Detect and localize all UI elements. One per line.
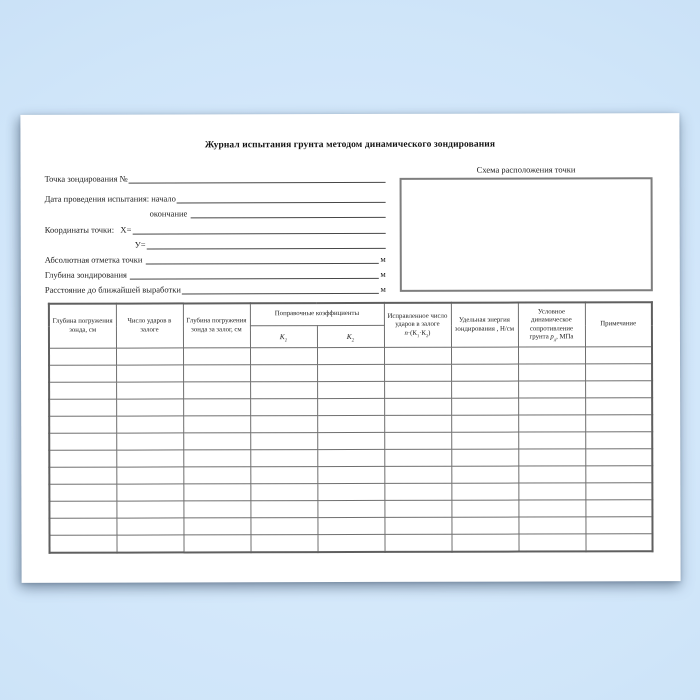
table-cell (250, 484, 317, 501)
unit-label: м (380, 268, 386, 279)
table-row (49, 500, 652, 519)
field-test-date-start (45, 191, 386, 205)
table-cell (317, 347, 384, 364)
table-cell (518, 500, 585, 517)
table-cell (317, 517, 384, 534)
table-cell (585, 364, 652, 381)
table-cell (183, 348, 250, 365)
table-cell (451, 534, 518, 552)
table-cell (250, 348, 317, 365)
table-cell (384, 432, 451, 449)
table-row (49, 347, 652, 366)
table-cell (49, 399, 116, 416)
table-row (49, 432, 652, 451)
table-cell (317, 381, 384, 398)
field-label: Точка зондирования № (44, 173, 128, 184)
column-header-k1: $К_1$ (250, 326, 317, 348)
table-cell (49, 382, 116, 399)
table-cell (250, 535, 317, 553)
column-header-corrected-blow-count: Исправленное число ударов в залоге $n\cdot(К_1\cdot К_2)$ (384, 303, 451, 348)
table-cell (317, 398, 384, 415)
field-test-date-end (150, 206, 386, 220)
unit-label: м (380, 283, 386, 294)
fill-in-line (190, 216, 385, 219)
table-cell (384, 466, 451, 483)
table-row (49, 381, 652, 400)
data-table (48, 301, 654, 554)
table-cell (384, 517, 451, 534)
column-header-depth-per-series: Глубина погружения зонда за залог, см (183, 303, 250, 348)
table-cell (49, 433, 116, 450)
scheme-box (400, 177, 653, 292)
table-cell (451, 500, 518, 517)
table-cell (518, 449, 585, 466)
table-cell (49, 450, 116, 467)
table-cell (116, 501, 183, 518)
table-cell (183, 501, 250, 518)
table-cell (518, 483, 585, 500)
table-cell (49, 467, 116, 484)
table-cell (451, 347, 518, 364)
table-cell (585, 483, 652, 500)
table-cell (250, 467, 317, 484)
column-header-specific-energy: Удельная энергия зондирования , Н/см (451, 303, 518, 348)
table-cell (384, 415, 451, 432)
table-cell (183, 484, 250, 501)
table-cell (49, 348, 116, 365)
column-header-dynamic-resistance: Условное динамическое сопротивление грунта $р_д$, МПа (518, 302, 585, 347)
table-cell (317, 466, 384, 483)
table-body (49, 347, 653, 553)
column-header-k2: $К_2$ (317, 325, 384, 347)
table-cell (317, 500, 384, 517)
fill-in-line (146, 262, 379, 265)
field-sounding-point-number (45, 171, 386, 185)
table-cell (451, 364, 518, 381)
table-cell (384, 381, 451, 398)
table-cell (116, 365, 183, 382)
fill-in-line (132, 232, 385, 235)
table-header (49, 302, 652, 348)
table-cell (518, 432, 585, 449)
table-cell (250, 501, 317, 518)
table-cell (585, 534, 652, 552)
table-cell (183, 450, 250, 467)
table-cell (116, 433, 183, 450)
fill-in-line (130, 277, 378, 280)
table-cell (49, 484, 116, 501)
table-row (49, 534, 652, 553)
table-cell (384, 347, 451, 364)
field-label: Дата проведения испытания: начало (44, 193, 176, 204)
header-row-1 (49, 302, 652, 326)
field-distance-to-working (45, 282, 386, 296)
table-cell (585, 398, 652, 415)
table-cell (585, 466, 652, 483)
table-cell (49, 535, 116, 553)
table-cell (451, 398, 518, 415)
unit-label: м (380, 253, 386, 264)
fill-in-line (129, 181, 386, 184)
table-cell (317, 415, 384, 432)
table-cell (585, 517, 652, 534)
table-row (49, 483, 652, 502)
table-cell (116, 399, 183, 416)
document-title: Журнал испытания грунта методом динамического зондирования (204, 139, 496, 151)
table-cell (451, 517, 518, 534)
field-label: Расстояние до ближайшей выработки (44, 284, 181, 295)
table-cell (518, 534, 585, 552)
table-cell (585, 381, 652, 398)
table-row (49, 364, 652, 383)
table-cell (451, 381, 518, 398)
table-cell (183, 535, 250, 553)
table-row (49, 466, 652, 485)
field-absolute-elevation (45, 252, 386, 266)
table-cell (317, 432, 384, 449)
table-cell (518, 466, 585, 483)
table-row (49, 398, 652, 417)
table-cell (317, 449, 384, 466)
column-header-blow-count: Число ударов в залоге (116, 303, 183, 348)
table-cell (250, 365, 317, 382)
table-cell (49, 501, 116, 518)
table-cell (384, 483, 451, 500)
table-cell (250, 416, 317, 433)
table-cell (451, 432, 518, 449)
table-cell (116, 467, 183, 484)
table-cell (518, 381, 585, 398)
table-cell (384, 398, 451, 415)
table-cell (116, 518, 183, 535)
table-cell (250, 382, 317, 399)
field-coordinates-x (45, 222, 386, 236)
table-cell (116, 535, 183, 553)
table-cell (116, 484, 183, 501)
table-cell (384, 500, 451, 517)
table-row (49, 415, 652, 434)
table-cell (49, 518, 116, 535)
table-cell (183, 433, 250, 450)
field-coordinates-y (135, 237, 386, 251)
table-row (49, 517, 652, 536)
table-cell (518, 517, 585, 534)
table-cell (183, 416, 250, 433)
fill-in-line (182, 292, 379, 295)
field-label: Абсолютная отметка точки (44, 254, 145, 265)
table-cell (183, 365, 250, 382)
table-cell (384, 449, 451, 466)
table-cell (451, 415, 518, 432)
table-cell (317, 364, 384, 381)
table-cell (518, 398, 585, 415)
field-label: Координаты точки: Х= (44, 224, 132, 235)
table-cell (585, 415, 652, 432)
fill-in-line (177, 201, 386, 204)
table-cell (116, 382, 183, 399)
table-cell (384, 534, 451, 552)
table-cell (317, 534, 384, 552)
table-cell (518, 364, 585, 381)
table-cell (183, 399, 250, 416)
fill-in-line (147, 247, 386, 250)
table-cell (183, 518, 250, 535)
scheme-title: Схема расположения точки (476, 164, 576, 175)
field-sounding-depth (45, 267, 386, 281)
table-cell (451, 466, 518, 483)
table-row (49, 449, 652, 468)
table-cell (585, 347, 652, 364)
table-cell (518, 415, 585, 432)
column-header-correction-coefficients: Поправочные коэффициенты (250, 303, 384, 326)
table-cell (585, 432, 652, 449)
column-header-note: Примечание (585, 302, 652, 347)
table-cell (250, 433, 317, 450)
table-cell (585, 449, 652, 466)
table-cell (49, 416, 116, 433)
table-cell (250, 518, 317, 535)
document-page (20, 113, 680, 583)
table-cell (183, 467, 250, 484)
table-cell (317, 483, 384, 500)
field-label: У= (134, 239, 146, 250)
table-cell (49, 365, 116, 382)
field-label: окончание (149, 208, 190, 219)
table-cell (116, 348, 183, 365)
table-cell (250, 450, 317, 467)
table-cell (451, 483, 518, 500)
column-header-probe-depth: Глубина погружения зонда, см (49, 304, 116, 349)
table-cell (384, 364, 451, 381)
field-label: Глубина зондирования (44, 269, 130, 280)
table-cell (585, 500, 652, 517)
table-cell (250, 399, 317, 416)
table-cell (183, 382, 250, 399)
table-cell (116, 450, 183, 467)
table-cell (116, 416, 183, 433)
table-cell (518, 347, 585, 364)
table-cell (451, 449, 518, 466)
